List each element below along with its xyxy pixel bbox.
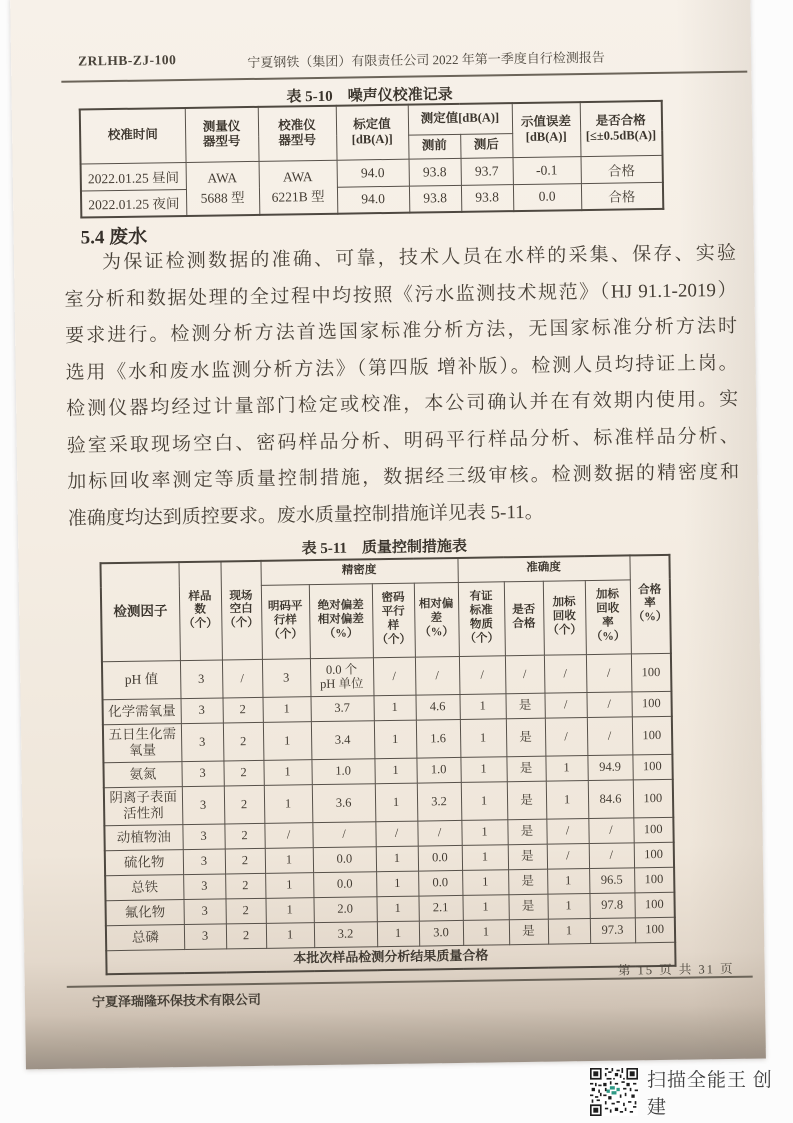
header-cell: 合格 率 （%） — [629, 555, 670, 654]
report-title: 宁夏钢铁（集团）有限责任公司 2022 年第一季度自行检测报告 — [247, 49, 605, 71]
paragraph-line: 准确度均达到质控要求。废水质量控制措施详见表 5-11。 — [67, 501, 544, 530]
cell: 1 — [263, 759, 311, 785]
cell: 1 — [463, 919, 509, 945]
cell: 1.0 — [311, 758, 374, 784]
paragraph-line: 为保证检测数据的准确、可靠，技术人员在水样的采集、保存、实验 — [101, 242, 737, 274]
cell: 0.0 — [313, 871, 376, 897]
header-cell: 测前 — [408, 134, 460, 159]
cell: 1 — [461, 819, 507, 845]
table-510-caption: 表 5-10 噪声仪校准记录 — [286, 86, 453, 106]
cell: 100 — [631, 691, 671, 717]
cell: 硫化物 — [105, 849, 183, 875]
cell: 100 — [634, 892, 674, 918]
cell: 100 — [632, 716, 673, 755]
document-page — [10, 0, 766, 1069]
section-paragraph — [64, 236, 740, 538]
camscanner-watermark — [590, 1066, 790, 1118]
cell: 96.5 — [589, 867, 634, 893]
cell: / — [222, 659, 263, 698]
header-cell: 测后 — [460, 133, 512, 158]
cell: -0.1 — [513, 156, 581, 184]
cell: 3 — [184, 923, 226, 949]
cell: 3 — [183, 898, 225, 924]
cell: 氟化物 — [105, 899, 183, 925]
header-cell: 是否合格 [≤±0.5dB(A)] — [580, 101, 663, 156]
paragraph-line: 选用《水和废水监测分析方法》（第四版 增补版）。检测人员均持证上岗。 — [65, 352, 738, 384]
cell: / — [589, 842, 634, 868]
page-number: 第 15 页 共 31 页 — [617, 961, 735, 978]
cell: 100 — [632, 754, 672, 780]
header-cell: 是否 合格 — [504, 581, 544, 656]
cell: / — [264, 822, 312, 848]
cell: 1 — [461, 781, 508, 820]
cell: 2 — [223, 760, 263, 786]
cell: 1 — [460, 756, 506, 782]
table-511-caption: 表 5-11 质量控制措施表 — [301, 538, 468, 558]
header-cell: 明码平 行样 （个） — [261, 584, 310, 659]
cell: 1 — [374, 720, 417, 759]
header-cell: 测定值[dB(A)] — [408, 103, 512, 135]
cell: / — [587, 716, 633, 755]
table-row — [80, 101, 662, 140]
header-cell: 绝对偏差 相对偏差 （%） — [309, 583, 373, 658]
cell: 97.8 — [589, 892, 634, 918]
cell: 1 — [546, 780, 589, 819]
header-cell: 校准仪 器型号 — [258, 106, 337, 161]
cell: 1 — [373, 695, 415, 721]
cell: 100 — [631, 653, 672, 692]
cell: 100 — [633, 817, 673, 843]
cell: 94.0 — [337, 159, 409, 187]
cell: 合格 — [581, 155, 663, 183]
paragraph-line: 验室采取现场空白、密码样品分析、明码平行样品分析、标准样品分析、 — [66, 425, 739, 457]
table-footer-note: 本批次样品检测分析结果质量合格 — [106, 942, 675, 974]
cell: 0.0 个 pH 单位 — [310, 657, 374, 696]
footer-company: 宁夏泽瑞隆环保技术有限公司 — [91, 991, 262, 1010]
cell: 3.4 — [311, 720, 375, 759]
cell: 是 — [505, 693, 544, 719]
cell: 1 — [264, 784, 313, 823]
cell: 是 — [507, 781, 547, 820]
cell: 3 — [181, 697, 223, 723]
cell: pH 值 — [102, 660, 181, 699]
cell: 1 — [460, 718, 507, 757]
cell: 1 — [266, 922, 314, 948]
paragraph-line: 要求进行。检测分析方法首选国家标准分析方法，无国家标准分析方法时 — [64, 315, 738, 347]
cell: 2 — [225, 873, 265, 899]
cell: 3 — [183, 873, 225, 899]
paragraph-line: 加标回收率测定等质量控制措施，数据经三级审核。检测数据的精密度和 — [67, 461, 740, 493]
cell: 动植物油 — [104, 824, 182, 850]
cell: 1 — [265, 897, 313, 923]
cell: 97.3 — [590, 917, 635, 943]
header-cell: 加标 回收 （个） — [543, 580, 586, 655]
cell: / — [547, 843, 589, 869]
header-cell: 相对偏 差 （%） — [414, 582, 459, 657]
cell: 4.6 — [415, 694, 459, 720]
cell: 是 — [507, 819, 546, 845]
cell: / — [586, 691, 631, 717]
cell: 94.0 — [337, 186, 409, 214]
table-511-quality-control — [99, 554, 676, 975]
cell: 94.9 — [587, 754, 632, 780]
cell: / — [505, 655, 545, 694]
cell: 是 — [506, 718, 546, 757]
paragraph-line: 室分析和数据处理的全过程中均按照《污水监测技术规范》（HJ 91.1-2019） — [64, 279, 737, 311]
cell: / — [373, 657, 416, 696]
qr-code-icon — [590, 1068, 638, 1116]
paragraph-line: 检测仪器均经过计量部门检定或校准，本公司确认并在有效期内使用。实 — [66, 388, 739, 420]
cell: 0.0 — [418, 870, 462, 896]
cell: 2 — [225, 848, 265, 874]
cell: 是 — [506, 756, 545, 782]
cell: / — [312, 821, 375, 847]
doc-code: ZRLHB-ZJ-100 — [77, 52, 177, 69]
cell: 93.8 — [409, 185, 461, 213]
cell: 1 — [545, 755, 587, 781]
cell: 84.6 — [588, 779, 634, 818]
cell: 3 — [182, 785, 225, 824]
cell: 3.6 — [312, 783, 376, 822]
header-cell: 精密度 — [260, 558, 457, 585]
cell: 氨氮 — [103, 761, 181, 787]
cell: / — [544, 692, 586, 718]
cell: 是 — [508, 869, 547, 895]
cell: 3.2 — [417, 782, 462, 821]
cell: 3 — [183, 848, 225, 874]
cell: / — [545, 717, 588, 756]
cell: 2 — [222, 697, 262, 723]
header-cell: 有证 标准 物质 （个） — [458, 581, 505, 656]
cell: 2022.01.25 夜间 — [81, 189, 186, 218]
header-cell: 校准时间 — [80, 108, 186, 164]
cell: 2.1 — [418, 895, 462, 921]
header-cell: 标定值 [dB(A)] — [336, 105, 409, 160]
cell: / — [415, 656, 460, 695]
cell: / — [546, 818, 588, 844]
cell: 总铁 — [105, 874, 183, 900]
cell: AWA 5688 型 — [186, 161, 260, 216]
cell: 1 — [548, 918, 590, 944]
cell: 1 — [374, 758, 416, 784]
cell: / — [417, 820, 461, 846]
cell: 3.0 — [419, 920, 463, 946]
cell: / — [544, 654, 587, 693]
cell: 1 — [263, 721, 312, 760]
cell: 0.0 — [313, 846, 376, 872]
cell: / — [588, 817, 633, 843]
header-cell: 准确度 — [457, 555, 629, 582]
header-cell: 测量仪 器型号 — [185, 107, 259, 162]
cell: 100 — [634, 867, 674, 893]
cell: 93.7 — [461, 157, 513, 185]
cell: 2 — [223, 722, 264, 761]
cell: AWA 6221B 型 — [259, 160, 338, 215]
cell: 化学需氧量 — [103, 698, 181, 724]
cell: 是 — [509, 919, 548, 945]
cell: 2 — [225, 898, 265, 924]
header-cell: 示值误差 [dB(A)] — [512, 102, 581, 157]
cell: 1 — [462, 844, 508, 870]
cell: 阴离子表面 活性剂 — [104, 786, 183, 825]
cell: 1 — [547, 868, 589, 894]
cell: 2022.01.25 昼间 — [81, 162, 186, 191]
cell: 3 — [181, 760, 223, 786]
cell: 是 — [508, 894, 547, 920]
header-cell: 加标 回收 率 （%） — [585, 579, 631, 654]
cell: 100 — [635, 917, 675, 943]
header-cell: 检测因子 — [100, 562, 179, 661]
cell: 1 — [376, 896, 418, 922]
cell: 3 — [181, 722, 224, 761]
cell: 1 — [377, 921, 419, 947]
cell: 3.2 — [314, 921, 377, 947]
header-cell: 密码 平行 样 （个） — [372, 583, 415, 658]
section-heading: 5.4 废水 — [80, 226, 148, 249]
header-cell: 现场 空白 （个） — [220, 561, 261, 660]
cell: 3.7 — [310, 695, 373, 721]
cell: 1 — [375, 783, 418, 822]
cell: 3 — [180, 659, 223, 698]
cell: 100 — [633, 779, 674, 818]
cell: 3 — [262, 658, 311, 697]
cell: / — [459, 655, 506, 694]
cell: 1 — [376, 846, 418, 872]
cell: / — [586, 653, 632, 692]
cell: 1 — [462, 894, 508, 920]
cell: 是 — [508, 844, 547, 870]
cell: 93.8 — [461, 184, 513, 212]
table-510-calibration — [79, 100, 665, 219]
cell: 1.6 — [416, 719, 461, 758]
cell: 1.0 — [416, 757, 460, 783]
cell: 93.8 — [409, 158, 461, 186]
cell: 100 — [634, 842, 674, 868]
cell: 1 — [459, 693, 505, 719]
cell: 2 — [224, 785, 265, 824]
cell: 1 — [265, 847, 313, 873]
header-cell: 样品 数 （个） — [178, 561, 221, 660]
cell: 0.0 — [418, 845, 462, 871]
cell: 0.0 — [513, 183, 581, 211]
cell: 1 — [265, 872, 313, 898]
cell: 3 — [182, 823, 224, 849]
cell: 2 — [224, 823, 264, 849]
watermark-label: 扫描全能王 创建 — [647, 1070, 773, 1118]
cell: 总磷 — [106, 924, 184, 950]
cell: 1 — [376, 871, 418, 897]
cell: 2 — [226, 923, 266, 949]
cell: / — [375, 821, 417, 847]
cell: 2.0 — [313, 896, 376, 922]
cell: 合格 — [581, 182, 663, 210]
cell: 1 — [262, 696, 310, 722]
cell: 1 — [547, 893, 589, 919]
cell: 五日生化需 氧量 — [103, 723, 182, 762]
cell: 1 — [462, 869, 508, 895]
